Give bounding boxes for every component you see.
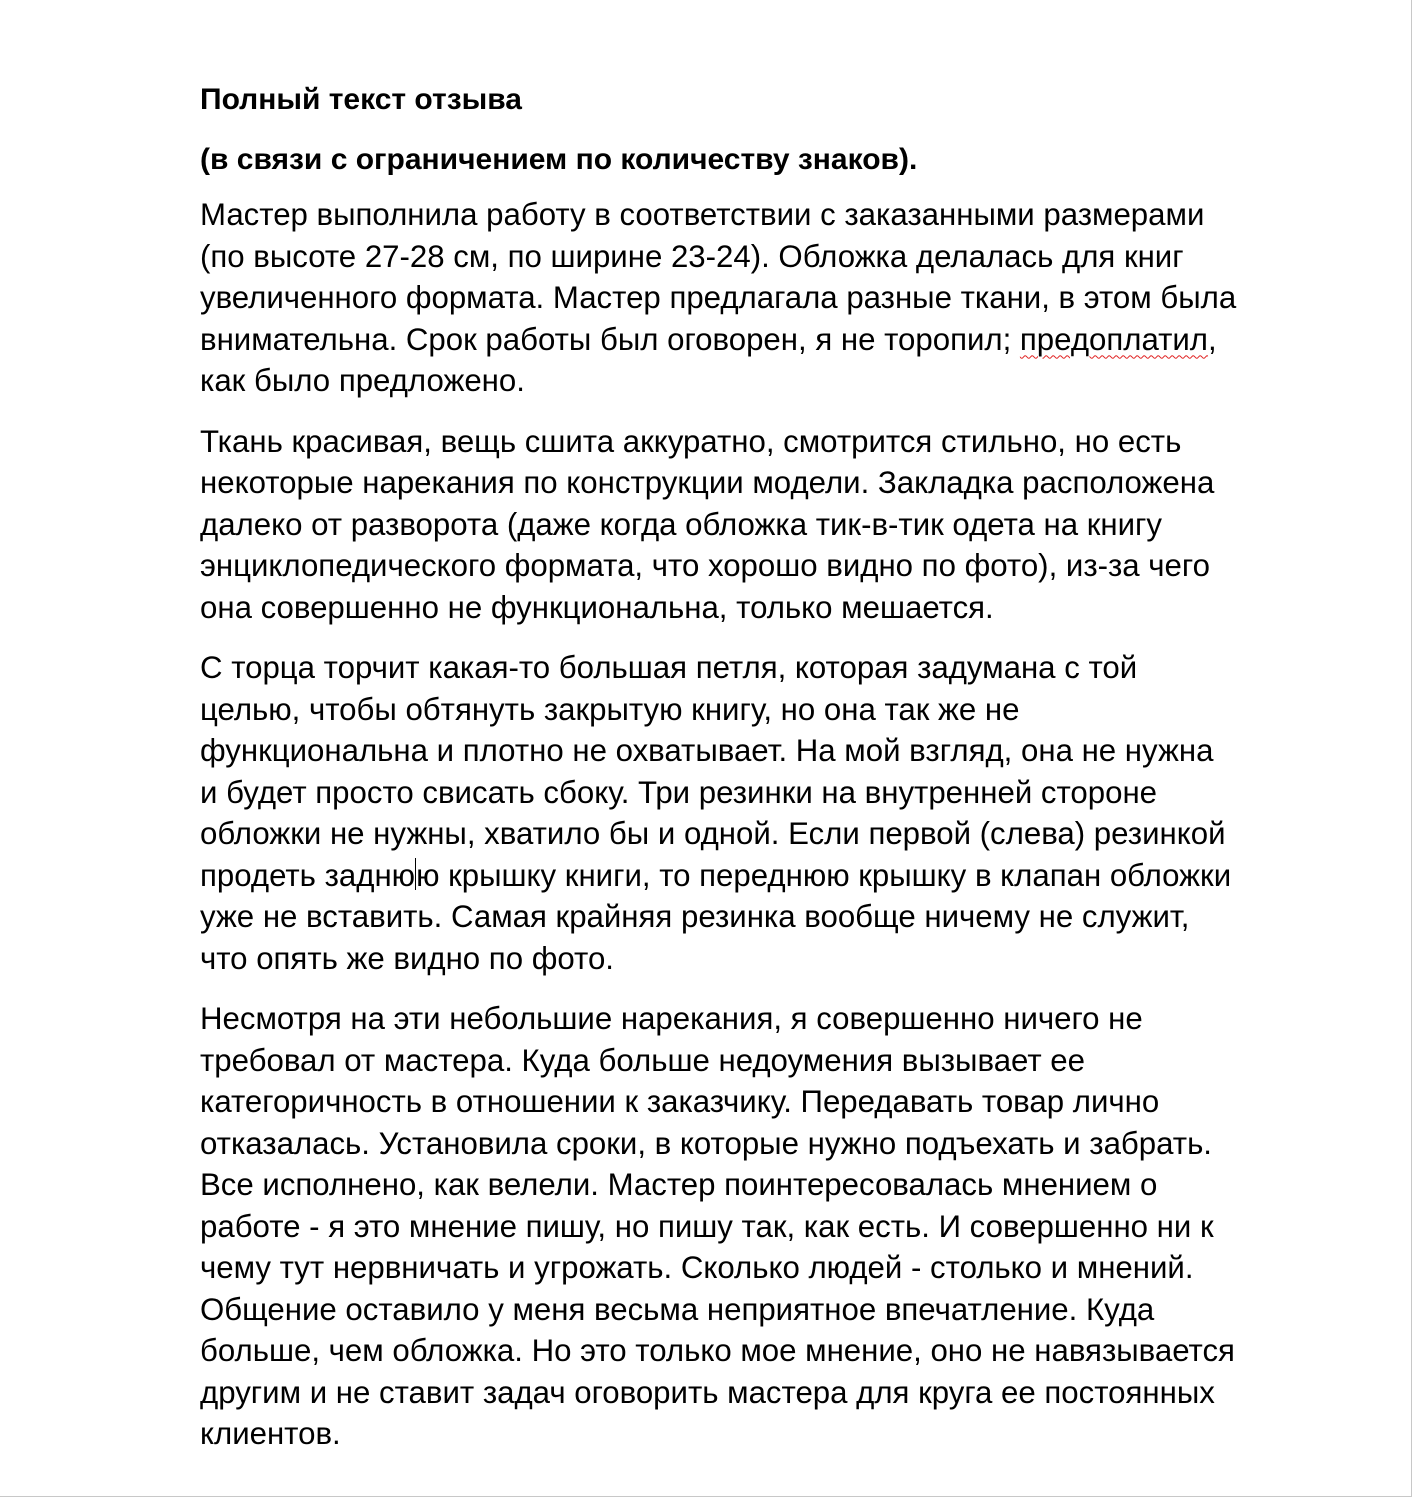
text-line: уже не вставить. Самая крайняя резинка вообще ничему не служит,: [200, 899, 1190, 934]
text-line: Ткань красивая, вещь сшита аккуратно, смотрится стильно, но есть: [200, 423, 1182, 459]
text-line: другим и не ставит задач оговорить мастера для круга ее постоянных: [200, 1374, 1215, 1410]
text-line: функциональна и плотно не охватывает. На мой взгляд, она не нужна: [200, 733, 1214, 768]
text-line: [200, 319, 1320, 361]
review-subtitle: (в связи с ограничением по количеству знаков).: [200, 143, 918, 176]
text-fragment: внимательна. Срок работы был оговорен, я не торопил;: [200, 321, 1020, 357]
review-title: Полный текст отзыва: [200, 83, 522, 116]
text-line: далеко от разворота (даже когда обложка тик-в-тик одета на книгу: [200, 506, 1163, 542]
misspelled-word[interactable]: предоплатил: [1019, 321, 1209, 357]
paragraph-4: [200, 998, 1320, 1455]
paragraph-2: [200, 421, 1320, 629]
text-line: что опять же видно по фото.: [200, 940, 614, 976]
text-line: обложки не нужны, хватило бы и одной. Если первой (слева) резинкой: [200, 816, 1226, 851]
text-line: Общение оставило у меня весьма неприятное впечатление. Куда: [200, 1291, 1155, 1327]
text-line: она совершенно не функциональна, только мешается.: [200, 589, 994, 625]
paragraph-1: [200, 194, 1320, 402]
text-line: требовал от мастера. Куда больше недоумения вызывает ее: [200, 1042, 1085, 1078]
text-line: энциклопедического формата, что хорошо видно по фото), из-за чего: [200, 548, 1210, 583]
text-line: чему тут нервничать и угрожать. Сколько людей - столько и мнений.: [200, 1250, 1194, 1285]
text-line: Все исполнено, как велели. Мастер поинтересовалась мнением о: [200, 1167, 1158, 1202]
paragraph-3: [200, 647, 1320, 979]
text-line: больше, чем обложка. Но это только мое мнение, оно не навязывается: [200, 1333, 1235, 1368]
text-fragment: ,: [1208, 321, 1217, 357]
text-fragment: ю крышку книги, то переднюю крышку в клапан обложки: [416, 857, 1232, 893]
text-line: целью, чтобы обтянуть закрытую книгу, но она так же не: [200, 691, 1020, 727]
text-line: С торца торчит какая-то большая петля, которая задумана с той: [200, 650, 1138, 685]
text-line: клиентов.: [200, 1416, 341, 1451]
text-line: работе - я это мнение пишу, но пишу так, как есть. И совершенно ни к: [200, 1208, 1214, 1244]
text-line: некоторые нарекания по конструкции модели. Закладка расположена: [200, 465, 1215, 500]
text-fragment: продеть задню: [200, 857, 416, 893]
text-line: (по высоте 27-28 см, по ширине 23-24). Обложка делалась для книг: [200, 238, 1184, 274]
text-line: и будет просто свисать сбоку. Три резинки на внутренней стороне: [200, 774, 1158, 810]
text-line: как было предложено.: [200, 363, 525, 398]
text-line: категоричность в отношении к заказчику. Передавать товар лично: [200, 1084, 1160, 1119]
document-body[interactable]: [200, 78, 1320, 1455]
text-line: отказалась. Установила сроки, в которые нужно подъехать и забрать.: [200, 1125, 1212, 1161]
text-line: увеличенного формата. Мастер предлагала разные ткани, в этом была: [200, 280, 1237, 315]
text-line: [200, 855, 1320, 897]
text-line: Мастер выполнила работу в соответствии с заказанными размерами: [200, 197, 1205, 232]
text-line: Несмотря на эти небольшие нарекания, я совершенно ничего не: [200, 1001, 1143, 1036]
